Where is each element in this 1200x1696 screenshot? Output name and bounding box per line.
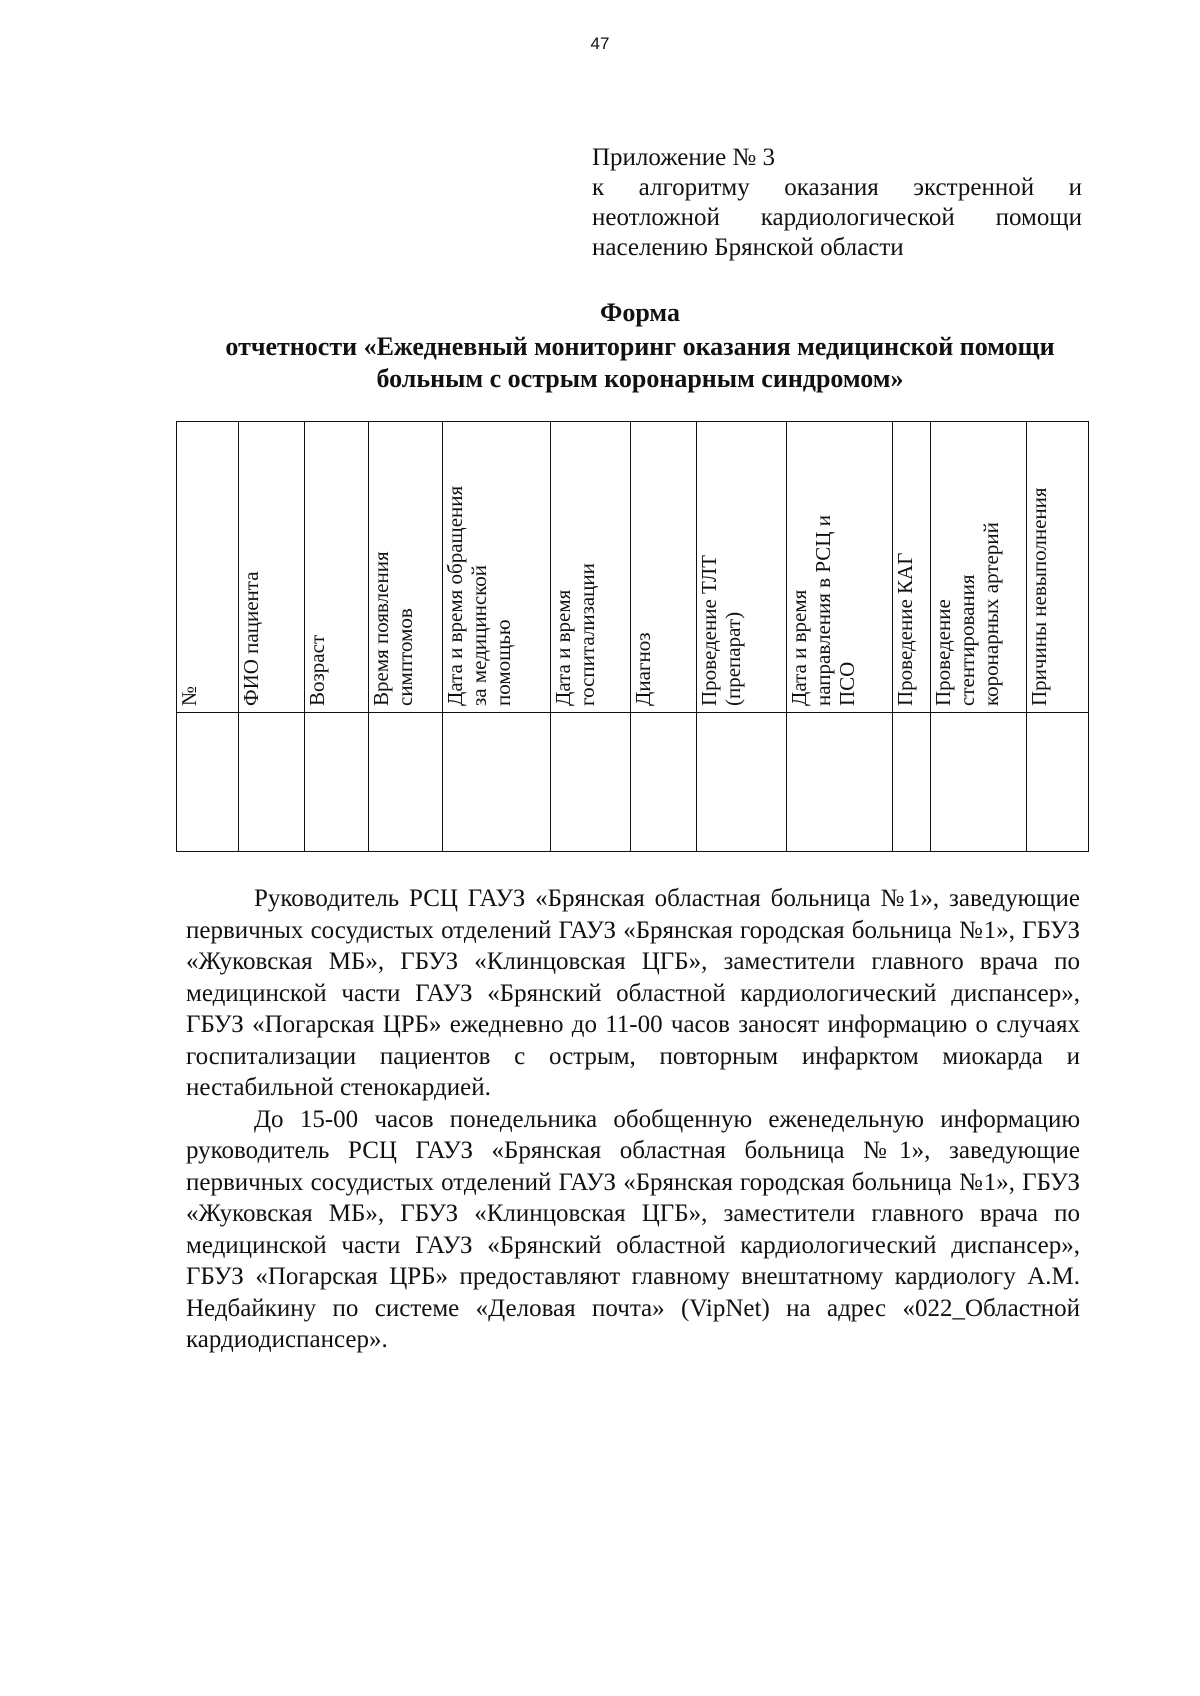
column-header-line: за медицинской: [467, 564, 491, 706]
column-header: [443, 422, 551, 713]
column-header-line: симптомов: [393, 608, 417, 706]
column-header-line: Дата и время: [787, 589, 811, 706]
column-header: [305, 422, 369, 713]
paragraph: Руководитель РСЦ ГАУЗ «Брянская областная больница №1», заведующие первичных сосудистых отделений ГАУЗ «Брянская городская больница №1», ГБУЗ «Жуковская МБ», ГБУЗ «Клинцовская ЦГБ», заместители главного врача по медицинской части ГАУЗ «Брянский областной кардиологический диспансер», ГБУЗ «Погарская ЦРБ» ежедневно до 11-00 часов заносят информацию о случаях госпитализации пациентов с острым, повторным инфарктом миокарда и нестабильной стенокардией.: [186, 885, 1080, 1101]
table-cell: [787, 713, 893, 852]
column-header: [893, 422, 931, 713]
column-header-line: №: [177, 685, 201, 706]
column-header-line: Проведение КАГ: [893, 552, 917, 706]
column-header-line: Время появления: [369, 551, 393, 706]
table-cell: [305, 713, 369, 852]
form-title-word: Форма: [600, 298, 680, 327]
column-header-line: (препарат): [721, 611, 745, 706]
appendix-line-4: населению Брянской области: [592, 234, 904, 261]
table-cell: [931, 713, 1027, 852]
table-cell: [697, 713, 787, 852]
paragraph: До 15-00 часов понедельника обобщенную еженедельную информацию руководитель РСЦ ГАУЗ «Брянская областная больница №1», заведующие первичных сосудистых отделений ГАУЗ «Брянская городская больница №1», ГБУЗ «Жуковская МБ», ГБУЗ «Клинцовская ЦГБ», заместители главного врача по медицинской части ГАУЗ «Брянский областной кардиологический диспансер», ГБУЗ «Погарская ЦРБ» предоставляют главному внештатному кардиологу А.М. Недбайкину по системе «Деловая почта» (VipNet) на адрес «022_Областной кардиодиспансер».: [186, 1105, 1080, 1353]
page-number: 47: [590, 34, 610, 53]
column-header-line: коронарных артерий: [979, 522, 1003, 706]
report-form-table: [176, 421, 1089, 852]
column-header: [369, 422, 443, 713]
column-header: [697, 422, 787, 713]
column-header-line: Проведение ТЛТ: [697, 555, 721, 706]
column-header-line: Дата и время обращения: [443, 485, 467, 706]
column-header-line: Проведение: [931, 599, 955, 706]
column-header-line: Диагноз: [631, 632, 655, 706]
appendix-line-2: к алгоритму оказания экстренной и: [592, 174, 1082, 201]
column-header-line: ФИО пациента: [239, 571, 263, 706]
table-cell: [443, 713, 551, 852]
column-header: [177, 422, 239, 713]
table-cell: [239, 713, 305, 852]
column-header-line: госпитализации: [575, 563, 599, 706]
column-header-line: Причины невыполнения: [1027, 487, 1051, 706]
table-cell: [893, 713, 931, 852]
form-title-line-2: отчетности «Ежедневный мониторинг оказания медицинской помощи: [225, 332, 1055, 361]
appendix-line-1: Приложение № 3: [592, 144, 776, 171]
column-header-line: помощью: [491, 619, 515, 706]
column-header: [239, 422, 305, 713]
table-cell: [369, 713, 443, 852]
table-cell: [1027, 713, 1089, 852]
column-header-line: Возраст: [305, 634, 329, 706]
table-empty-row: [177, 713, 1089, 852]
body-text: [186, 883, 1080, 1356]
column-header-line: Дата и время: [551, 589, 575, 706]
table-header-row: [177, 422, 1089, 713]
column-header-line: направления в РСЦ и: [811, 515, 835, 706]
column-header: [931, 422, 1027, 713]
column-header: [631, 422, 697, 713]
appendix-line-3: неотложной кардиологической помощи: [592, 204, 1082, 231]
table-cell: [177, 713, 239, 852]
column-header: [1027, 422, 1089, 713]
appendix-heading: [592, 143, 1082, 263]
column-header-line: ПСО: [835, 661, 859, 706]
column-header: [551, 422, 631, 713]
form-title-line-3: больным с острым коронарным синдромом»: [376, 364, 904, 393]
table-cell: [551, 713, 631, 852]
table-cell: [631, 713, 697, 852]
column-header-line: стентирования: [955, 574, 979, 706]
column-header: [787, 422, 893, 713]
